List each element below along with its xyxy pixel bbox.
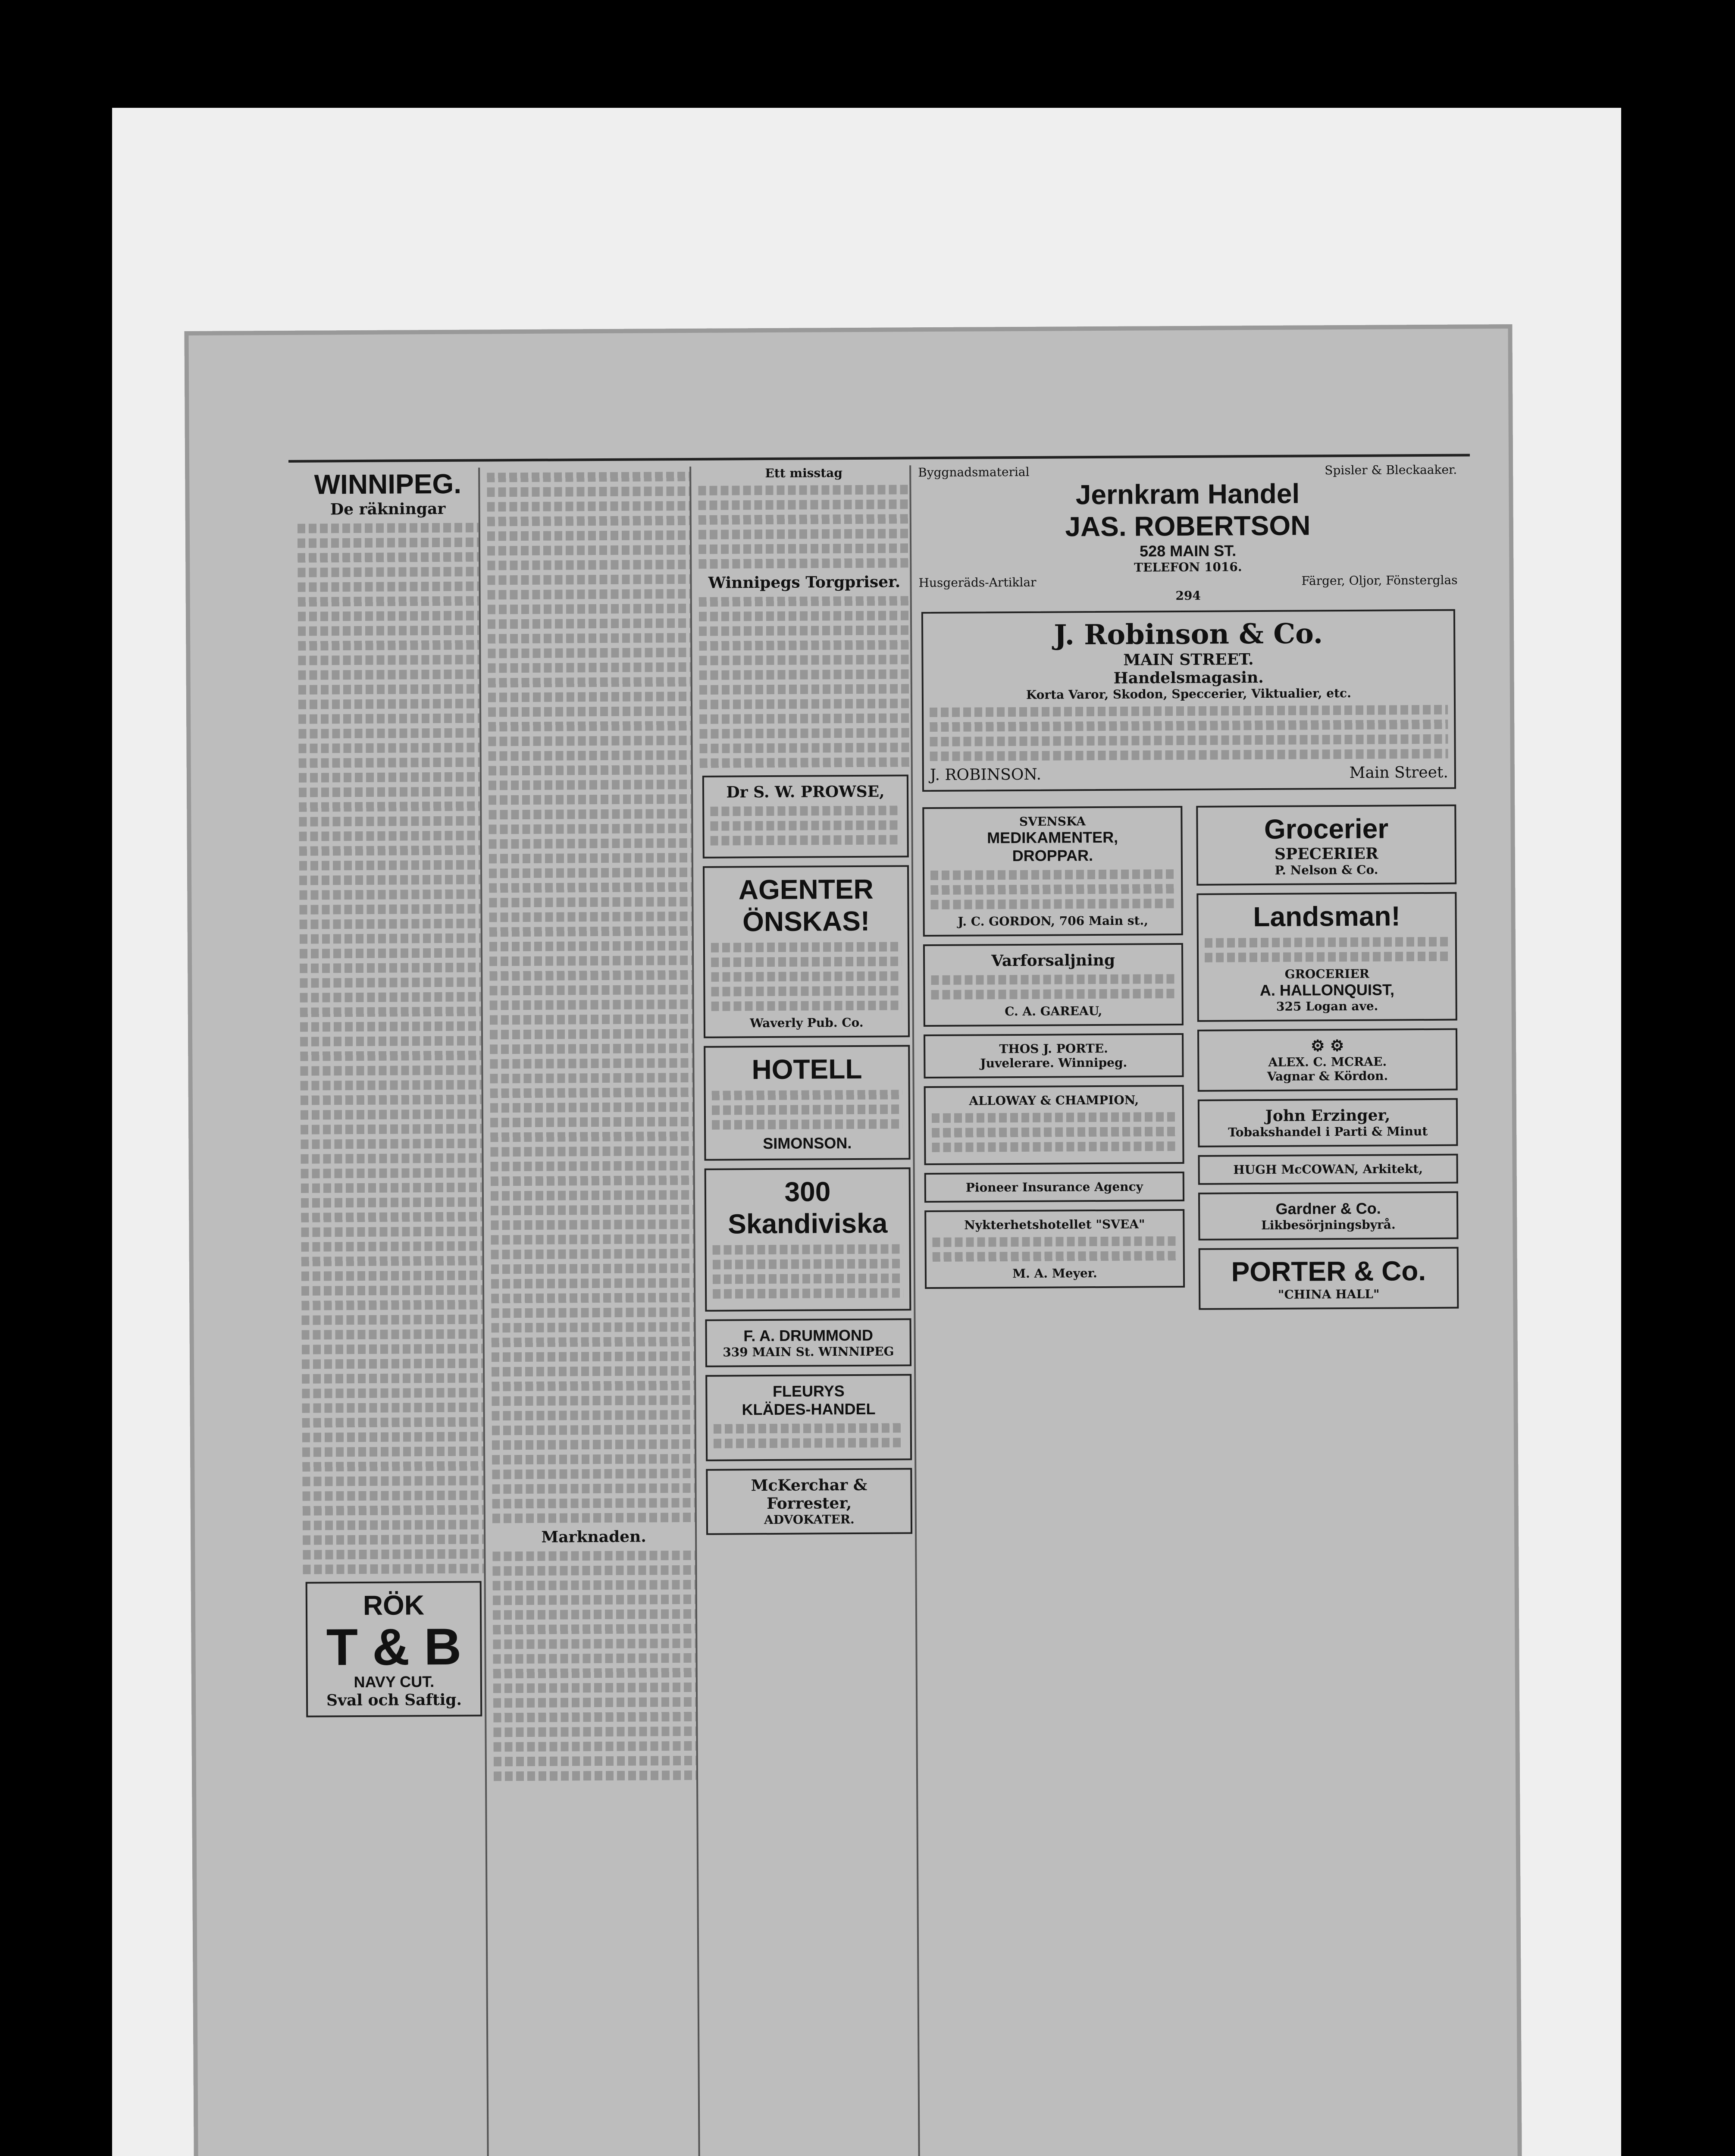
ad-porte — [924, 1033, 1184, 1078]
ad-grocerier — [1196, 805, 1456, 886]
mccowan: HUGH McCOWAN, Arkitekt, — [1233, 1162, 1423, 1177]
ad-sval: Sval och Saftig. — [326, 1690, 462, 1710]
ad-prowse — [702, 774, 909, 859]
grocerier: Grocerier — [1264, 813, 1389, 845]
erzinger: John Erzinger, — [1265, 1106, 1391, 1125]
column-3-body — [698, 485, 910, 569]
jrobinson-sig: J. ROBINSON. — [930, 765, 1042, 784]
ad-navy-cut: NAVY CUT. — [354, 1673, 435, 1691]
ad-drummond — [705, 1318, 911, 1367]
ad-porter — [1199, 1247, 1459, 1310]
porte: THOS J. PORTE. — [999, 1041, 1108, 1056]
robertson-name: JAS. ROBERTSON — [1065, 510, 1311, 542]
ad-agenter — [703, 865, 910, 1038]
ad-landsman — [1196, 892, 1457, 1022]
mckerchar-name: McKerchar & Forrester, — [751, 1476, 868, 1513]
prowse-name: Dr S. W. PROWSE, — [726, 782, 885, 802]
ad-medikamenter — [922, 806, 1183, 937]
robertson-top-strip — [918, 463, 1457, 480]
drummond-address: 339 MAIN St. WINNIPEG — [723, 1344, 894, 1360]
masthead: WINNIPEG. — [314, 468, 462, 500]
robertson-bottom-right: Färger, Oljor, Fönsterglas — [1301, 573, 1458, 588]
ad-mccowan — [1198, 1154, 1458, 1185]
robertson-bottom-strip — [918, 573, 1457, 590]
ad-varforsaljning — [923, 943, 1184, 1027]
skandiviska-heading: 300 Skandiviska — [728, 1176, 888, 1240]
jrobinson-sub: Korta Varor, Skodon, Speccerier, Viktualier, etc. — [1026, 686, 1351, 702]
column-1-body — [298, 523, 484, 1574]
ad-fleurys — [705, 1374, 912, 1461]
klades-handel: KLÄDES-HANDEL — [742, 1400, 876, 1419]
gareau: C. A. GAREAU, — [1005, 1003, 1102, 1019]
prices-table — [699, 596, 911, 768]
droppar: DROPPAR. — [1012, 846, 1093, 865]
carriage-icon: ⚙ ⚙ — [1311, 1037, 1344, 1055]
column-1-heading: De räkningar — [330, 499, 446, 519]
ad-skandiviska — [705, 1167, 911, 1311]
simonson: SIMONSON. — [763, 1134, 852, 1153]
mcrae: ALEX. C. MCRAE. — [1268, 1054, 1387, 1069]
page-number: 294 — [1175, 588, 1201, 603]
nykter: Nykterhetshotellet "SVEA" — [964, 1217, 1145, 1232]
jrobinson-street: MAIN STREET. — [1123, 650, 1254, 669]
column-3 — [698, 465, 921, 2156]
ad-mckerchar — [706, 1468, 912, 1535]
porter: PORTER & Co. — [1231, 1255, 1426, 1288]
ad-erzinger — [1198, 1098, 1458, 1147]
mcrae-sub: Vagnar & Kördon. — [1267, 1069, 1388, 1084]
prices-heading: Winnipegs Torgpriser. — [708, 573, 901, 592]
column-3-heading: Ett misstag — [765, 466, 842, 481]
jrobinson-signature — [930, 764, 1448, 784]
column-2-body — [487, 472, 695, 1523]
varforsaljning: Varforsaljning — [991, 951, 1115, 970]
specerier: SPECERIER — [1274, 844, 1378, 863]
gordon: J. C. GORDON, 706 Main st., — [958, 913, 1149, 929]
ad-tb: T & B — [326, 1617, 462, 1677]
jrobinson-handelsmagasin: Handelsmagasin. — [1113, 668, 1264, 687]
newspaper-page — [184, 324, 1523, 2156]
column-2-body-2 — [492, 1551, 696, 1781]
robertson-top-left: Byggnadsmaterial — [918, 464, 1030, 480]
medikamenter: MEDIKAMENTER, — [987, 828, 1118, 847]
mckerchar-role: ADVOKATER. — [764, 1512, 855, 1527]
gardner: Gardner & Co. — [1275, 1199, 1381, 1218]
pioneer: Pioneer Insurance Agency — [965, 1179, 1143, 1195]
ad-hotell — [704, 1045, 910, 1160]
ad-pioneer — [924, 1172, 1184, 1203]
jrobinson-sig-street: Main Street. — [1349, 763, 1448, 782]
column-2-heading: Marknaden. — [541, 1527, 646, 1546]
ad-tb-navy-cut — [306, 1581, 482, 1717]
ad-rok: RÖK — [363, 1589, 425, 1621]
robertson-telefon: TELEFON 1016. — [1134, 560, 1242, 575]
ads-right-stack — [1193, 797, 1461, 1318]
hotell-heading: HOTELL — [752, 1053, 862, 1085]
ad-j-robinson — [921, 609, 1456, 792]
fleurys-name: FLEURYS — [772, 1382, 845, 1400]
agenter-heading: AGENTER ÖNSKAS! — [738, 873, 874, 937]
erzinger-sub: Tobakshandel i Parti & Minut — [1228, 1124, 1428, 1140]
alloway: ALLOWAY & CHAMPION, — [969, 1093, 1139, 1108]
jernkram-heading: Jernkram Handel — [1075, 478, 1300, 511]
agenter-publisher: Waverly Pub. Co. — [750, 1015, 864, 1031]
hallonquist-address: 325 Logan ave. — [1276, 999, 1378, 1014]
column-2 — [487, 467, 701, 2156]
ad-svea — [924, 1209, 1185, 1289]
ad-alloway — [924, 1085, 1184, 1165]
column-1 — [297, 468, 490, 2156]
meyer: M. A. Meyer. — [1012, 1266, 1097, 1281]
china-hall: "CHINA HALL" — [1278, 1287, 1380, 1302]
ad-mcrae — [1197, 1028, 1458, 1092]
landsman: Landsman! — [1253, 900, 1400, 933]
hallonquist: A. HALLONQUIST, — [1259, 981, 1395, 1000]
robertson-address: 528 MAIN ST. — [1140, 542, 1237, 560]
robertson-bottom-left: Husgeräds-Artiklar — [918, 575, 1037, 590]
jrobinson-name: J. Robinson & Co. — [1054, 617, 1323, 652]
ads-left-stack — [920, 798, 1187, 1319]
robertson-top-right: Spisler & Bleckaaker. — [1325, 462, 1457, 478]
svenska: SVENSKA — [1019, 814, 1086, 829]
drummond-name: F. A. DRUMMOND — [743, 1326, 874, 1345]
grocerier-2: GROCERIER — [1284, 966, 1369, 981]
ad-gardner — [1198, 1191, 1459, 1241]
column-4-ads — [918, 463, 1467, 2156]
juvelerare: Juvelerare. Winnipeg. — [980, 1055, 1127, 1071]
gardner-sub: Likbesörjningsbyrå. — [1261, 1217, 1396, 1233]
header-rule — [288, 454, 1470, 462]
nelson: P. Nelson & Co. — [1275, 862, 1378, 877]
